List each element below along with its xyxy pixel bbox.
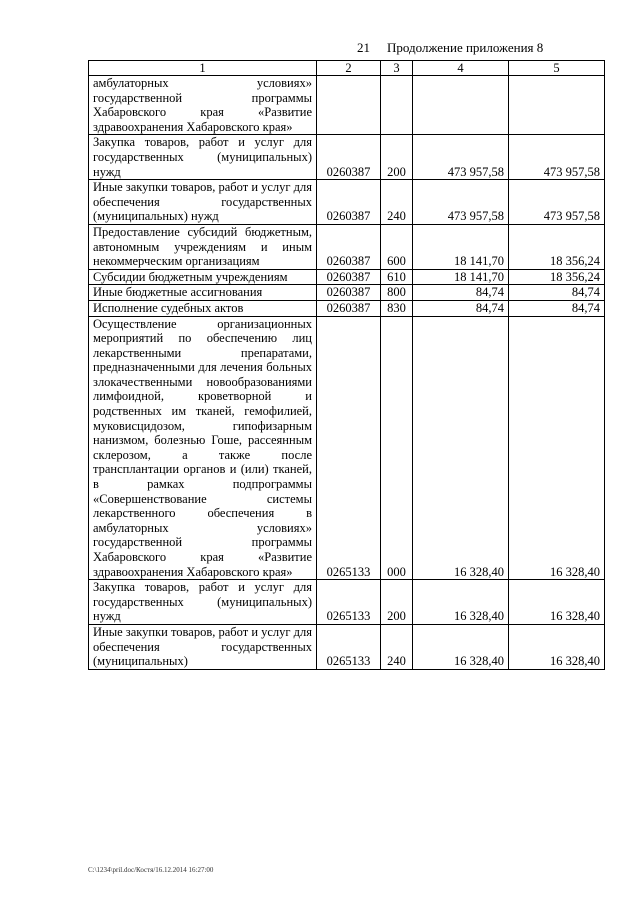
row-value-cell — [509, 76, 605, 135]
row-value-cell: 473 957,58 — [509, 135, 605, 180]
column-header: 2 — [317, 61, 381, 76]
row-code-cell: 0260387 — [317, 180, 381, 225]
row-value-cell: 18 141,70 — [413, 224, 509, 269]
row-value-cell: 18 356,24 — [509, 269, 605, 285]
table-row — [89, 316, 605, 580]
file-path-footer: C:\1234\pril.doc/Костя/16.12.2014 16:27:00 — [88, 866, 214, 874]
row-value-cell: 84,74 — [413, 285, 509, 301]
row-code-cell: 0260387 — [317, 285, 381, 301]
row-type-cell: 200 — [381, 135, 413, 180]
row-type-cell: 000 — [381, 316, 413, 580]
row-value-cell: 84,74 — [413, 300, 509, 316]
row-value-cell — [413, 76, 509, 135]
row-type-cell: 830 — [381, 300, 413, 316]
table-row — [89, 135, 605, 180]
row-code-cell: 0260387 — [317, 224, 381, 269]
table-row — [89, 624, 605, 669]
row-name-cell: Исполнение судебных актов — [89, 300, 317, 316]
row-code-cell: 0265133 — [317, 316, 381, 580]
row-name-cell: Закупка товаров, работ и услуг для государственных (муниципальных) нужд — [89, 580, 317, 625]
row-code-cell: 0260387 — [317, 269, 381, 285]
table-body — [89, 76, 605, 670]
row-name-cell: Иные закупки товаров, работ и услуг для обеспечения государственных (муниципальных) нужд — [89, 180, 317, 225]
row-value-cell: 473 957,58 — [413, 135, 509, 180]
table-row — [89, 180, 605, 225]
row-value-cell: 16 328,40 — [509, 580, 605, 625]
row-value-cell: 18 141,70 — [413, 269, 509, 285]
row-value-cell: 84,74 — [509, 300, 605, 316]
row-type-cell: 800 — [381, 285, 413, 301]
row-name-cell: Субсидии бюджетным учреждениям — [89, 269, 317, 285]
row-value-cell: 16 328,40 — [413, 624, 509, 669]
column-header: 4 — [413, 61, 509, 76]
row-type-cell: 200 — [381, 580, 413, 625]
table-row — [89, 285, 605, 301]
column-header: 5 — [509, 61, 605, 76]
column-header: 1 — [89, 61, 317, 76]
budget-table — [88, 60, 605, 670]
table-row — [89, 76, 605, 135]
table-header-row — [89, 61, 605, 76]
row-code-cell: 0260387 — [317, 300, 381, 316]
continuation-label: Продолжение приложения 8 — [387, 40, 544, 55]
row-value-cell: 16 328,40 — [413, 316, 509, 580]
row-name-cell: Предоставление субсидий бюджетным, автономным учреждениям и иным некоммерческим организациям — [89, 224, 317, 269]
table-row — [89, 580, 605, 625]
row-value-cell: 16 328,40 — [413, 580, 509, 625]
row-type-cell: 240 — [381, 180, 413, 225]
row-type-cell — [381, 76, 413, 135]
row-value-cell: 473 957,58 — [413, 180, 509, 225]
row-value-cell: 84,74 — [509, 285, 605, 301]
row-name-cell: Закупка товаров, работ и услуг для государственных (муниципальных) нужд — [89, 135, 317, 180]
row-type-cell: 600 — [381, 224, 413, 269]
row-name-cell: Осуществление организационных мероприятий по обеспечению лиц лекарственными препаратами, предназначенными для лечения больных злокачественными новообразованиями лимфоидной, кроветворной и родственных им тканей, гемофилией, муковисцидозом, гипофизарным нанизмом, болезнью Гоше, рассеянным склерозом, а также после трансплантации органов и (или) тканей, в рамках подпрограммы «Совершенствование системы лекарственного обеспечения в амбулаторных условиях» государственной программы Хабаровского края «Развитие здравоохранения Хабаровского края» — [89, 316, 317, 580]
table-row — [89, 224, 605, 269]
table-row — [89, 269, 605, 285]
row-code-cell: 0260387 — [317, 135, 381, 180]
row-type-cell: 240 — [381, 624, 413, 669]
page-header — [0, 40, 640, 58]
row-code-cell: 0265133 — [317, 624, 381, 669]
column-header: 3 — [381, 61, 413, 76]
row-name-cell: амбулаторных условиях» государственной программы Хабаровского края «Развитие здравоохранения Хабаровского края» — [89, 76, 317, 135]
row-code-cell: 0265133 — [317, 580, 381, 625]
page-number: 21 — [357, 40, 370, 55]
row-value-cell: 18 356,24 — [509, 224, 605, 269]
row-name-cell: Иные бюджетные ассигнования — [89, 285, 317, 301]
row-name-cell: Иные закупки товаров, работ и услуг для обеспечения государственных (муниципальных) — [89, 624, 317, 669]
row-value-cell: 16 328,40 — [509, 624, 605, 669]
row-value-cell: 16 328,40 — [509, 316, 605, 580]
table-row — [89, 300, 605, 316]
row-type-cell: 610 — [381, 269, 413, 285]
row-value-cell: 473 957,58 — [509, 180, 605, 225]
row-code-cell — [317, 76, 381, 135]
